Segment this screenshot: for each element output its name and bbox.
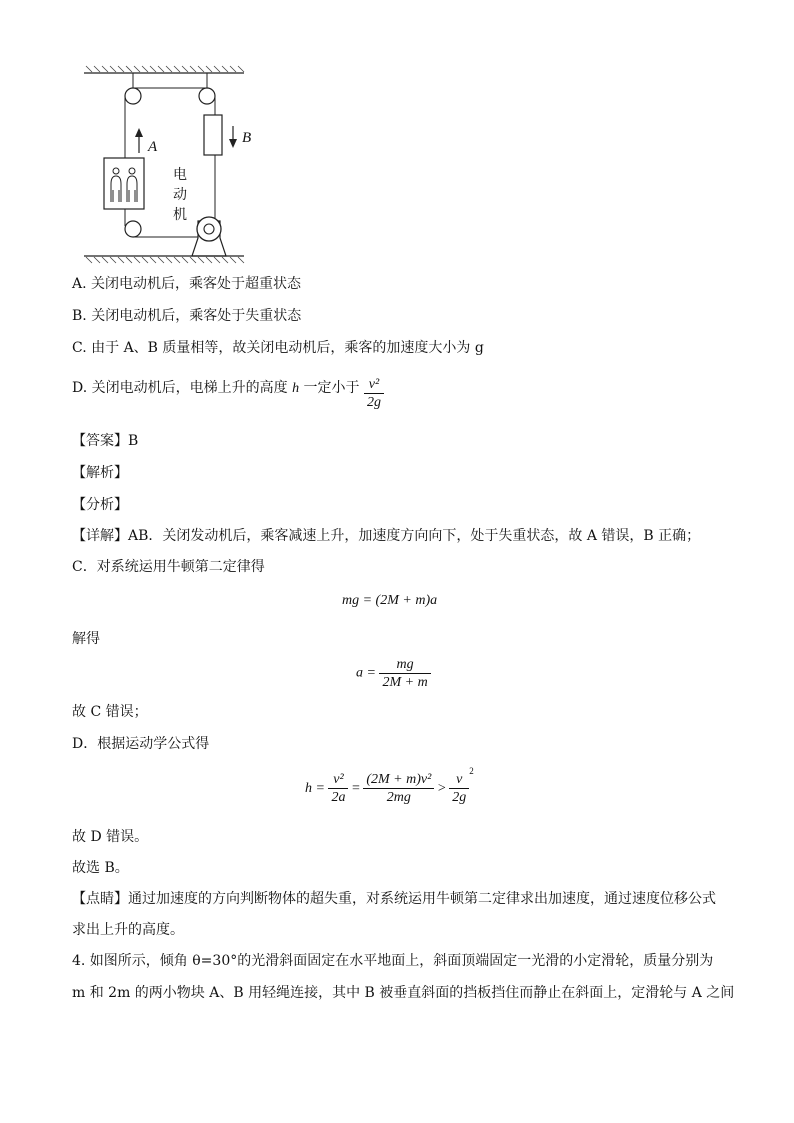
- label-a: A: [148, 139, 158, 155]
- option-d-mid: 一定小于: [299, 380, 364, 396]
- top-right-pulley: [199, 88, 215, 104]
- top-left-pulley: [125, 88, 141, 104]
- label-b: B: [242, 130, 252, 146]
- comment-line-1: 【点睛】通过加速度的方向判断物体的超失重，对系统运用牛顿第二定律求出加速度，通过速度位移公式: [72, 891, 716, 907]
- question-4-line-1: 4. 如图所示，倾角 θ=30°的光滑斜面固定在水平地面上，斜面顶端固定一光滑的小定滑轮，质量分别为: [72, 953, 714, 969]
- equation-3-fraction-3: $\frac{v}{2g}$: [449, 771, 469, 806]
- option-a: A. 关闭电动机后，乘客处于超重状态: [72, 276, 302, 292]
- comment-line-2: 求出上升的高度。: [72, 922, 184, 938]
- elevator-car: [104, 158, 144, 209]
- jiede-label: 解得: [72, 631, 100, 647]
- equation-3-fraction-1: $\frac{\text{v²}}{2a}$: [328, 771, 348, 806]
- option-d-prefix: D. 关闭电动机后，电梯上升的高度: [72, 380, 293, 396]
- option-d-h: h: [292, 381, 300, 396]
- motor-char-2: 动: [173, 187, 187, 203]
- equation-3-fraction-2: $\frac{\text{(2M + m)v²}}{2mg}$: [363, 771, 434, 806]
- question-4-line-2: m 和 2m 的两小物块 A、B 用轻绳连接，其中 B 被垂直斜面的挡板挡住而静止在斜面上，定滑轮与 A 之间: [72, 985, 735, 1001]
- option-d-fraction: $\frac{\text{v²}}{2g}$: [364, 376, 384, 411]
- bottom-left-pulley: [125, 221, 141, 237]
- equation-2: a = $\frac{mg}{2M + m}$: [356, 656, 431, 691]
- d-wrong: 故 D 错误。: [72, 829, 149, 845]
- detail-line-2: C．对系统运用牛顿第二定律得: [72, 559, 265, 575]
- c-wrong: 故 C 错误；: [72, 704, 148, 720]
- counterweight-b: [204, 115, 222, 155]
- option-c: C. 由于 A、B 质量相等，故关闭电动机后，乘客的加速度大小为 g: [72, 340, 484, 356]
- answer: 【答案】B: [72, 433, 139, 449]
- equation-1: mg = (2M + m)a: [342, 593, 438, 608]
- motor-char-3: 机: [173, 207, 187, 223]
- equation-2-fraction: $\frac{mg}{2M + m}$: [379, 656, 430, 691]
- equation-3: h = $\frac{\text{v²}}{2a}$ = $\frac{\text{(2M + m)v²}}{2mg}$ > $\frac{v}{2g}$ $^2$: [305, 766, 474, 806]
- elevator-diagram: [80, 66, 250, 266]
- d-line: D．根据运动学公式得: [72, 736, 210, 752]
- motor-char-1: 电: [173, 167, 187, 183]
- option-b: B. 关闭电动机后，乘客处于失重状态: [72, 308, 302, 324]
- fenxi-heading: 【分析】: [72, 497, 128, 513]
- choose: 故选 B。: [72, 860, 129, 876]
- analysis-heading: 【解析】: [72, 465, 128, 481]
- option-d: [72, 376, 384, 411]
- detail-line-1: 【详解】AB．关闭发动机后，乘客减速上升，加速度方向向下，处于失重状态，故 A 错误，B 正确；: [72, 528, 701, 544]
